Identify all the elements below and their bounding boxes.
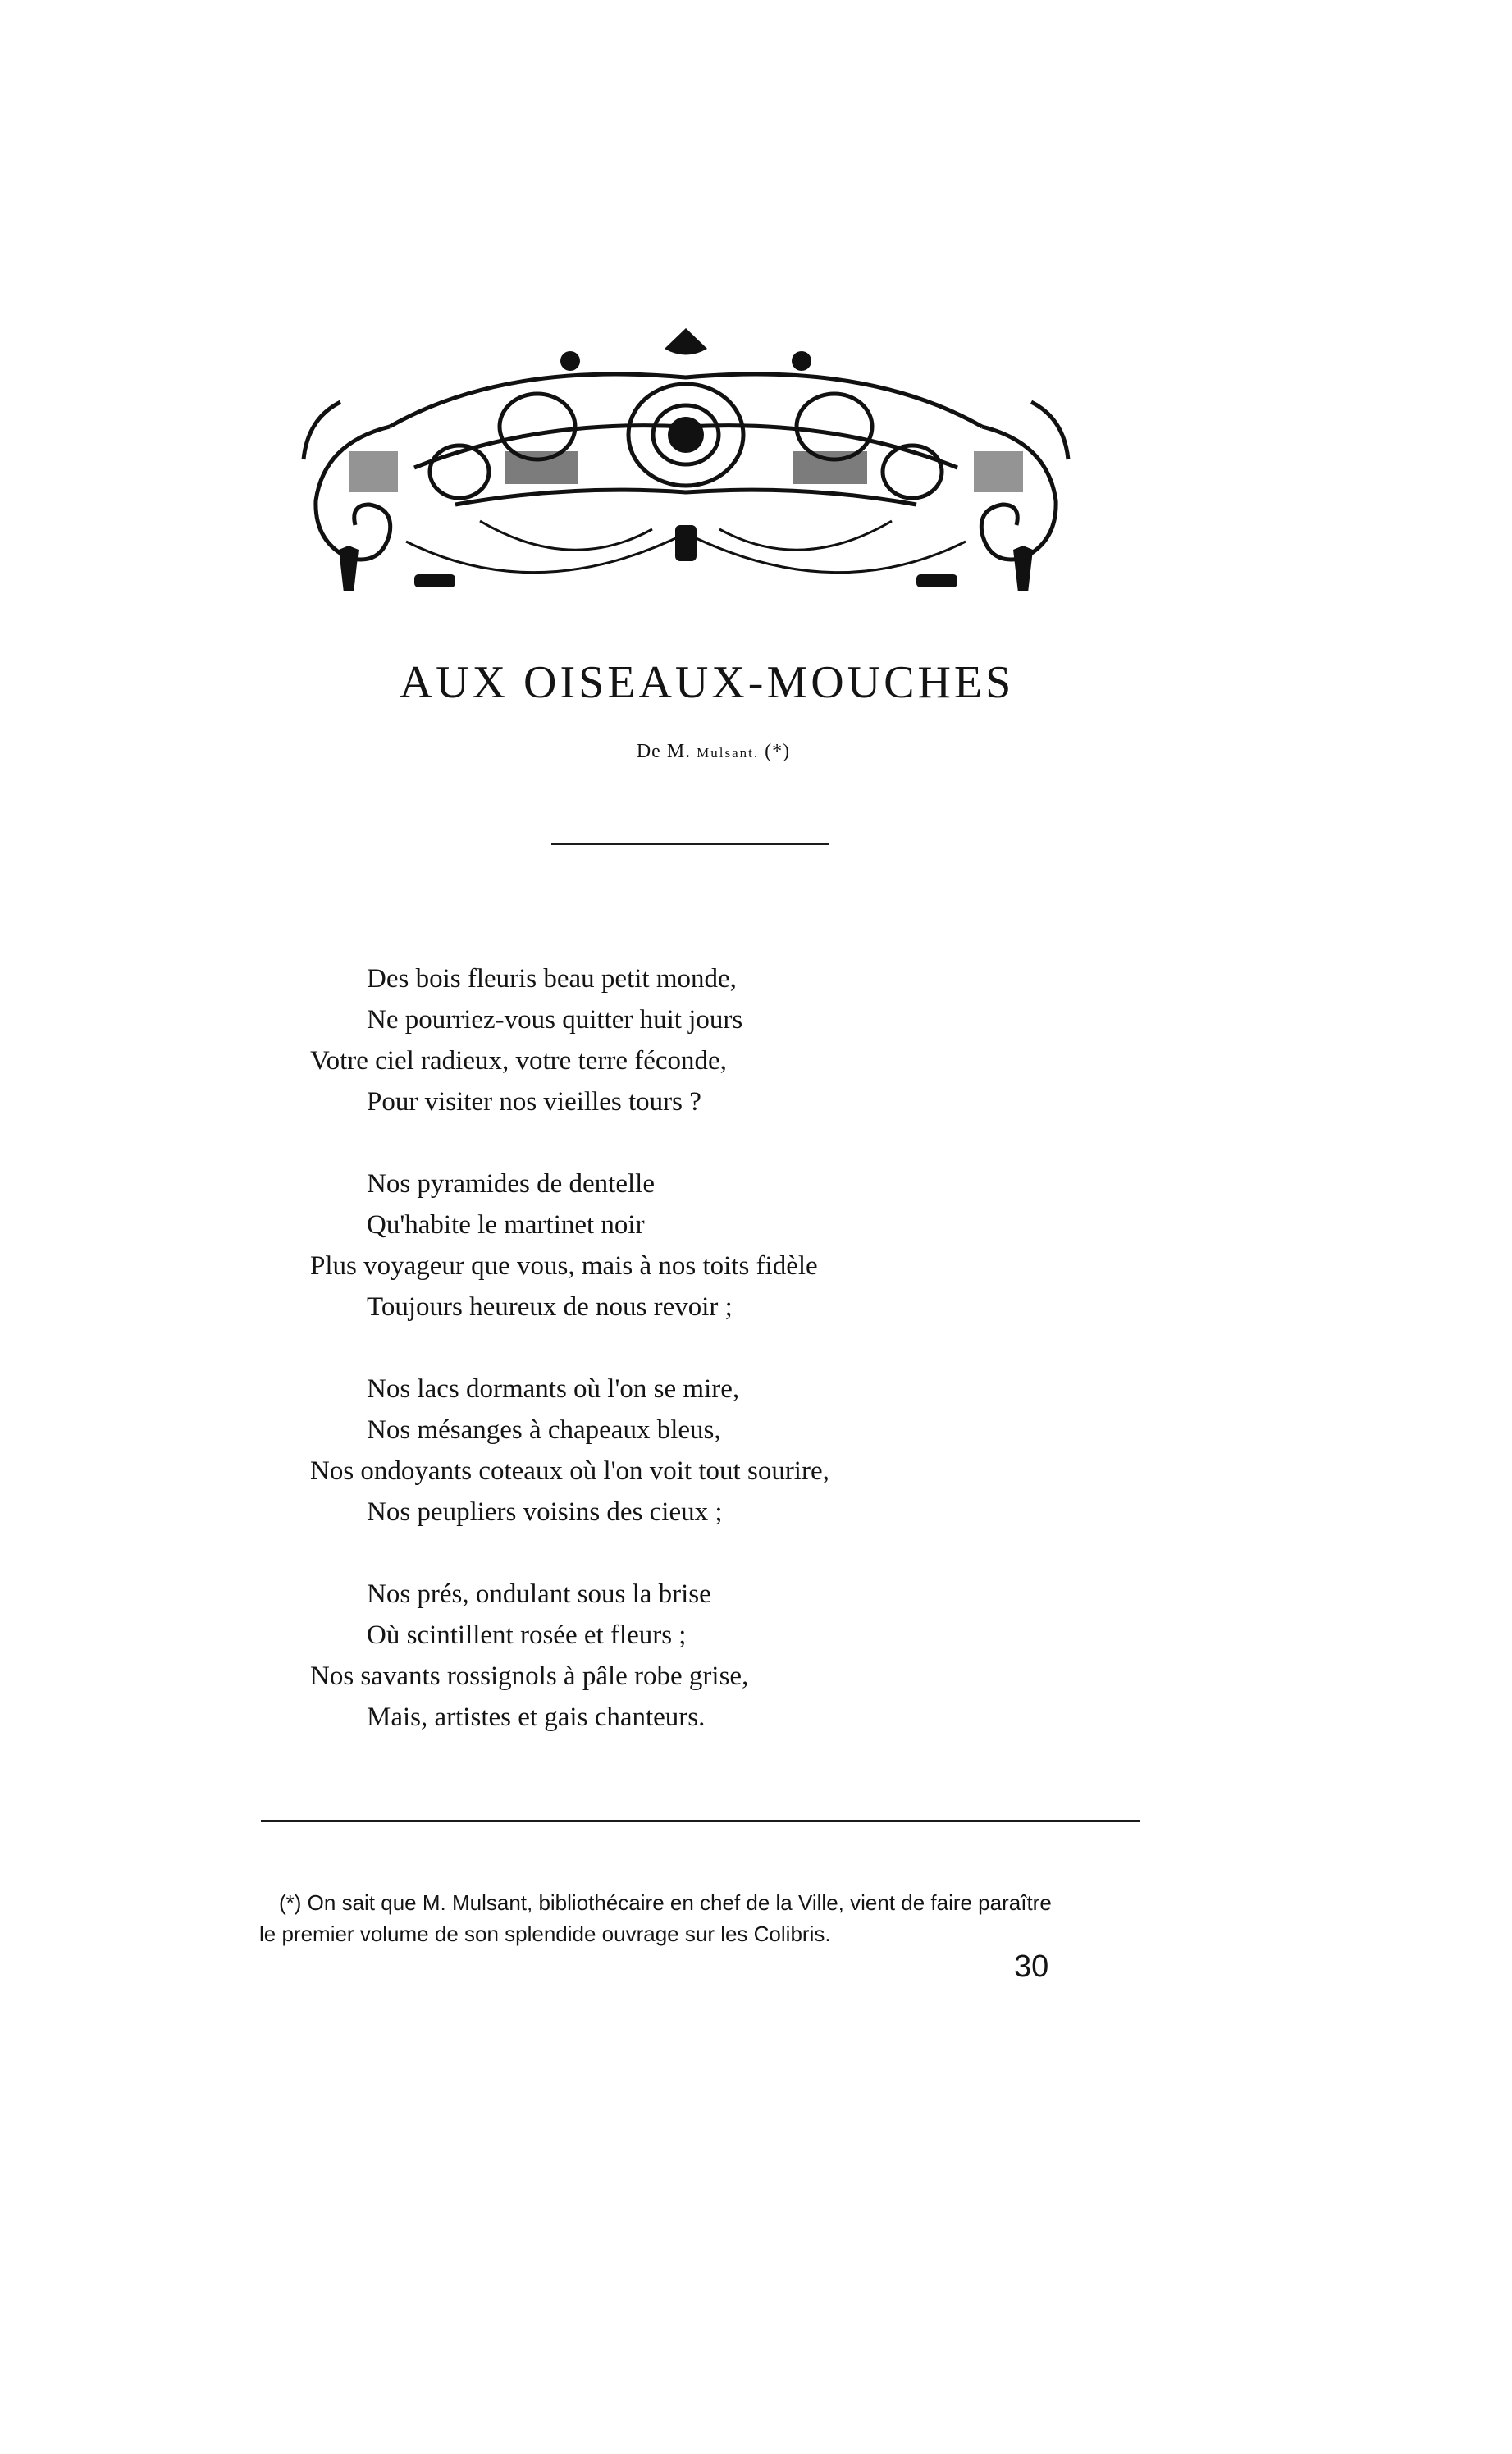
title-divider xyxy=(551,843,829,845)
poem-line: Des bois fleuris beau petit monde, xyxy=(367,964,737,994)
stanza xyxy=(0,1163,1512,1328)
footnote xyxy=(259,1887,1153,1949)
poem-line: Où scintillent rosée et fleurs ; xyxy=(367,1620,687,1650)
poem-line: Pour visiter nos vieilles tours ? xyxy=(367,1087,701,1117)
poem-line: Nos savants rossignols à pâle robe grise, xyxy=(310,1661,749,1691)
footnote-line: le premier volume de son splendide ouvrage sur les Colibris. xyxy=(259,1922,831,1946)
byline-prefix: De xyxy=(636,741,661,762)
poem-line: Nos peupliers voisins des cieux ; xyxy=(367,1497,723,1527)
page-number: 30 xyxy=(1014,1949,1049,1984)
poem-line: Nos prés, ondulant sous la brise xyxy=(367,1579,711,1609)
poem-line: Nos ondoyants coteaux où l'on voit tout sourire, xyxy=(310,1456,829,1486)
poem-line: Ne pourriez-vous quitter huit jours xyxy=(367,1005,743,1035)
poem-title: AUX OISEAUX-MOUCHES xyxy=(399,657,1015,708)
poem-line: Qu'habite le martinet noir xyxy=(367,1210,645,1240)
byline-author: Mulsant. xyxy=(697,745,760,761)
poem-line: Votre ciel radieux, votre terre féconde, xyxy=(310,1046,727,1076)
poem-line: Nos pyramides de dentelle xyxy=(367,1169,655,1199)
stanza xyxy=(0,1369,1512,1533)
byline-initial: M. xyxy=(666,741,692,762)
poem-line: Nos lacs dormants où l'on se mire, xyxy=(367,1374,740,1404)
byline-note-ref: (*) xyxy=(765,741,791,762)
byline xyxy=(0,741,1469,763)
poem-line: Toujours heureux de nous revoir ; xyxy=(367,1292,733,1322)
poem-line: Plus voyageur que vous, mais à nos toits fidèle xyxy=(310,1251,818,1281)
poem-line: Mais, artistes et gais chanteurs. xyxy=(367,1702,706,1732)
footnote-line: (*) On sait que M. Mulsant, bibliothécaire en chef de la Ville, vient de faire paraître xyxy=(279,1890,1052,1915)
poem-body xyxy=(0,958,1512,1779)
ornamental-headpiece-icon xyxy=(291,328,1080,591)
stanza xyxy=(0,958,1512,1122)
stanza xyxy=(0,1574,1512,1738)
poem-line: Nos mésanges à chapeaux bleus, xyxy=(367,1415,721,1445)
footnote-divider xyxy=(261,1820,1140,1822)
